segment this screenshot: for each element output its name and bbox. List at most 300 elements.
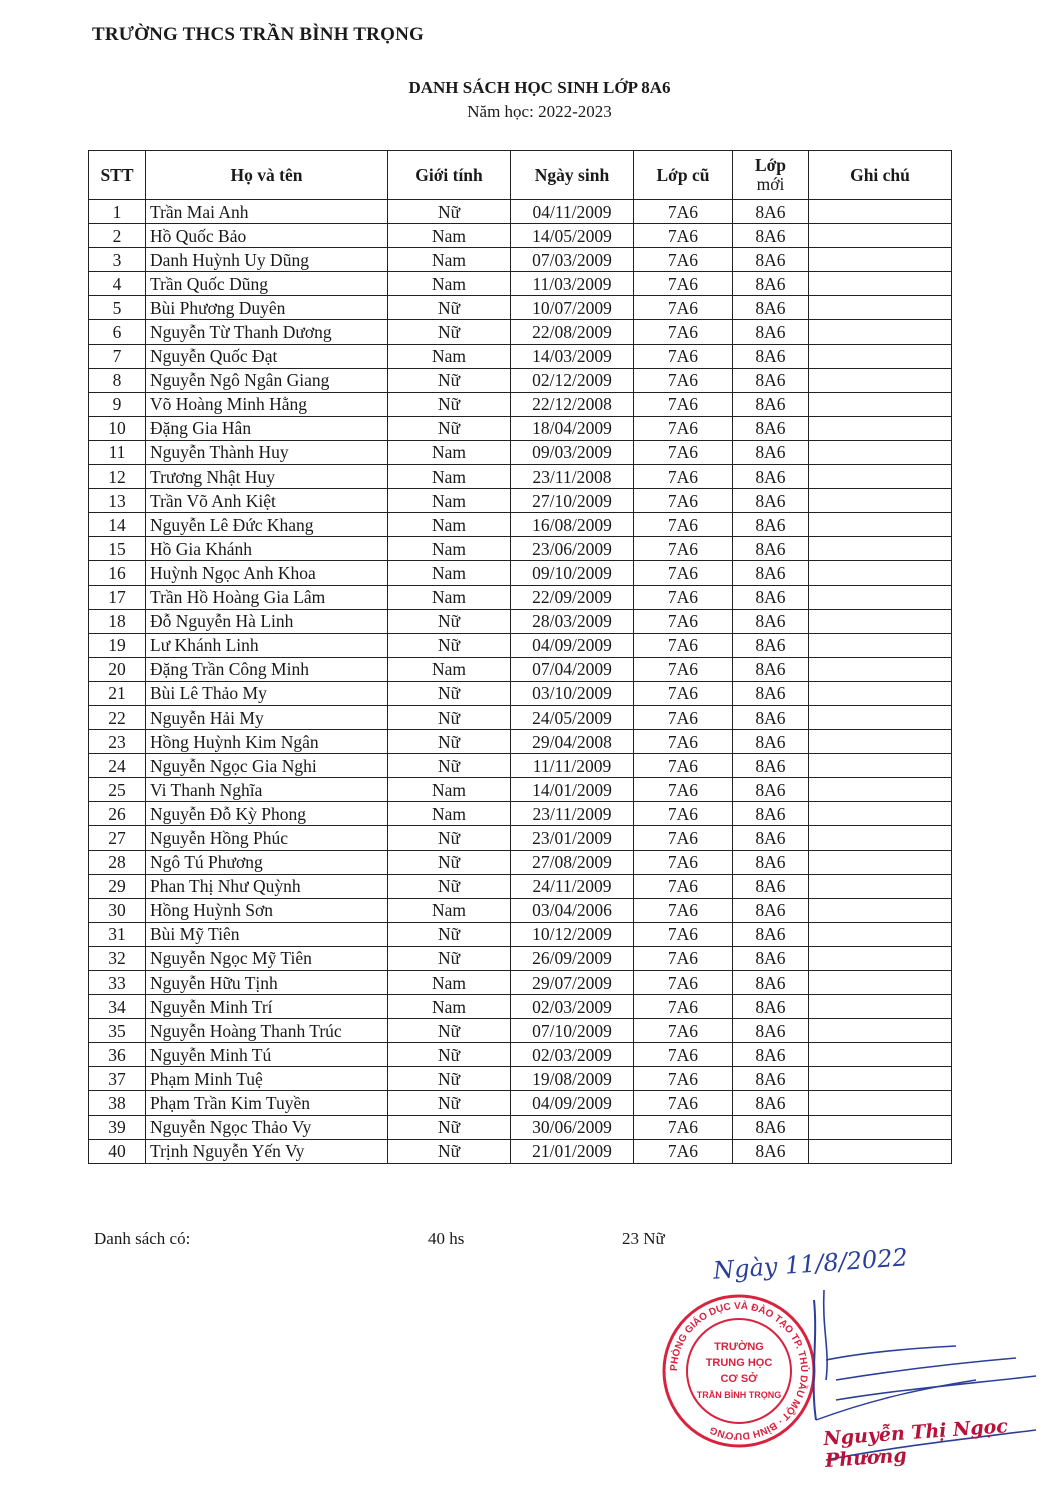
cell-old-class: 7A6 <box>634 585 733 609</box>
cell-stt: 28 <box>89 850 146 874</box>
cell-gender: Nam <box>388 585 511 609</box>
cell-new-class: 8A6 <box>733 922 809 946</box>
cell-note <box>809 754 952 778</box>
cell-gender: Nữ <box>388 1139 511 1163</box>
cell-new-class: 8A6 <box>733 416 809 440</box>
cell-dob: 16/08/2009 <box>511 513 634 537</box>
signature-date: Ngày 11/8/2022 <box>712 1243 909 1285</box>
cell-old-class: 7A6 <box>634 489 733 513</box>
table-row <box>89 416 952 440</box>
table-row <box>89 489 952 513</box>
table-row <box>89 465 952 489</box>
cell-stt: 35 <box>89 1019 146 1043</box>
cell-old-class: 7A6 <box>634 1091 733 1115</box>
cell-note <box>809 995 952 1019</box>
cell-stt: 3 <box>89 248 146 272</box>
cell-note <box>809 320 952 344</box>
table-row <box>89 802 952 826</box>
cell-dob: 22/08/2009 <box>511 320 634 344</box>
cell-new-class: 8A6 <box>733 368 809 392</box>
cell-name: Trần Hồ Hoàng Gia Lâm <box>146 585 388 609</box>
cell-stt: 5 <box>89 296 146 320</box>
cell-note <box>809 802 952 826</box>
cell-dob: 22/12/2008 <box>511 392 634 416</box>
cell-dob: 03/10/2009 <box>511 681 634 705</box>
cell-stt: 1 <box>89 200 146 224</box>
cell-gender: Nữ <box>388 922 511 946</box>
cell-stt: 21 <box>89 681 146 705</box>
cell-note <box>809 1091 952 1115</box>
cell-new-class: 8A6 <box>733 561 809 585</box>
cell-dob: 07/10/2009 <box>511 1019 634 1043</box>
table-row <box>89 826 952 850</box>
cell-dob: 23/11/2009 <box>511 802 634 826</box>
cell-name: Nguyễn Ngô Ngân Giang <box>146 368 388 392</box>
cell-name: Lư Khánh Linh <box>146 633 388 657</box>
cell-gender: Nam <box>388 657 511 681</box>
table-row <box>89 778 952 802</box>
cell-stt: 6 <box>89 320 146 344</box>
table-row <box>89 224 952 248</box>
school-name: TRƯỜNG THCS TRẦN BÌNH TRỌNG <box>92 24 424 45</box>
cell-old-class: 7A6 <box>634 1139 733 1163</box>
cell-new-class: 8A6 <box>733 705 809 729</box>
cell-new-class: 8A6 <box>733 874 809 898</box>
cell-dob: 30/06/2009 <box>511 1115 634 1139</box>
table-row <box>89 1115 952 1139</box>
cell-stt: 16 <box>89 561 146 585</box>
table-row <box>89 368 952 392</box>
document-title: DANH SÁCH HỌC SINH LỚP 8A6 <box>408 78 671 97</box>
cell-old-class: 7A6 <box>634 850 733 874</box>
cell-stt: 39 <box>89 1115 146 1139</box>
cell-dob: 07/04/2009 <box>511 657 634 681</box>
cell-note <box>809 1139 952 1163</box>
cell-new-class: 8A6 <box>733 1043 809 1067</box>
cell-stt: 31 <box>89 922 146 946</box>
cell-note <box>809 898 952 922</box>
cell-new-class: 8A6 <box>733 224 809 248</box>
cell-old-class: 7A6 <box>634 898 733 922</box>
col-header-stt: STT <box>89 151 146 200</box>
cell-old-class: 7A6 <box>634 754 733 778</box>
cell-note <box>809 224 952 248</box>
cell-gender: Nữ <box>388 1019 511 1043</box>
cell-gender: Nữ <box>388 392 511 416</box>
cell-gender: Nữ <box>388 200 511 224</box>
table-row <box>89 850 952 874</box>
cell-dob: 18/04/2009 <box>511 416 634 440</box>
cell-name: Danh Huỳnh Uy Dũng <box>146 248 388 272</box>
cell-gender: Nữ <box>388 826 511 850</box>
cell-dob: 04/11/2009 <box>511 200 634 224</box>
table-row <box>89 513 952 537</box>
cell-gender: Nam <box>388 561 511 585</box>
cell-name: Nguyễn Ngọc Thảo Vy <box>146 1115 388 1139</box>
school-year: Năm học: 2022-2023 <box>467 102 612 121</box>
cell-old-class: 7A6 <box>634 224 733 248</box>
cell-stt: 2 <box>89 224 146 248</box>
cell-dob: 23/01/2009 <box>511 826 634 850</box>
cell-name: Nguyễn Quốc Đạt <box>146 344 388 368</box>
col-header-dob: Ngày sinh <box>511 151 634 200</box>
cell-old-class: 7A6 <box>634 874 733 898</box>
cell-name: Nguyễn Từ Thanh Dương <box>146 320 388 344</box>
cell-dob: 11/11/2009 <box>511 754 634 778</box>
cell-new-class: 8A6 <box>733 272 809 296</box>
cell-old-class: 7A6 <box>634 561 733 585</box>
table-row <box>89 633 952 657</box>
cell-stt: 12 <box>89 465 146 489</box>
cell-old-class: 7A6 <box>634 440 733 464</box>
cell-old-class: 7A6 <box>634 633 733 657</box>
cell-new-class: 8A6 <box>733 465 809 489</box>
cell-old-class: 7A6 <box>634 609 733 633</box>
cell-dob: 07/03/2009 <box>511 248 634 272</box>
cell-stt: 23 <box>89 730 146 754</box>
cell-new-class: 8A6 <box>733 320 809 344</box>
col-header-old-class: Lớp cũ <box>634 151 733 200</box>
cell-dob: 14/05/2009 <box>511 224 634 248</box>
cell-name: Bùi Lê Thảo My <box>146 681 388 705</box>
cell-new-class: 8A6 <box>733 513 809 537</box>
cell-gender: Nữ <box>388 874 511 898</box>
table-row <box>89 922 952 946</box>
col-header-new-class-line2: mới <box>756 174 785 194</box>
cell-old-class: 7A6 <box>634 392 733 416</box>
cell-name: Huỳnh Ngọc Anh Khoa <box>146 561 388 585</box>
table-row <box>89 705 952 729</box>
cell-dob: 02/03/2009 <box>511 995 634 1019</box>
cell-dob: 23/06/2009 <box>511 537 634 561</box>
cell-note <box>809 465 952 489</box>
cell-new-class: 8A6 <box>733 1067 809 1091</box>
col-header-name: Họ và tên <box>146 151 388 200</box>
cell-old-class: 7A6 <box>634 826 733 850</box>
svg-text:PHÒNG GIÁO DỤC VÀ ĐÀO TẠO TP. <box>669 1299 811 1441</box>
cell-name: Hồng Huỳnh Sơn <box>146 898 388 922</box>
cell-dob: 04/09/2009 <box>511 633 634 657</box>
cell-note <box>809 248 952 272</box>
cell-gender: Nam <box>388 489 511 513</box>
stamp-line-1: TRƯỜNG <box>714 1341 764 1353</box>
cell-name: Trần Mai Anh <box>146 200 388 224</box>
cell-new-class: 8A6 <box>733 200 809 224</box>
cell-dob: 09/10/2009 <box>511 561 634 585</box>
cell-new-class: 8A6 <box>733 585 809 609</box>
cell-old-class: 7A6 <box>634 778 733 802</box>
cell-note <box>809 922 952 946</box>
school-stamp <box>660 1292 818 1450</box>
cell-old-class: 7A6 <box>634 416 733 440</box>
cell-note <box>809 971 952 995</box>
cell-old-class: 7A6 <box>634 1019 733 1043</box>
cell-old-class: 7A6 <box>634 368 733 392</box>
cell-dob: 23/11/2008 <box>511 465 634 489</box>
cell-gender: Nữ <box>388 754 511 778</box>
table-row <box>89 296 952 320</box>
cell-old-class: 7A6 <box>634 995 733 1019</box>
cell-new-class: 8A6 <box>733 1115 809 1139</box>
cell-old-class: 7A6 <box>634 1043 733 1067</box>
cell-gender: Nữ <box>388 730 511 754</box>
cell-note <box>809 1043 952 1067</box>
cell-stt: 14 <box>89 513 146 537</box>
signer-name: Nguyễn Thị Ngọc Phương <box>822 1415 1009 1473</box>
cell-old-class: 7A6 <box>634 1067 733 1091</box>
cell-note <box>809 344 952 368</box>
table-row <box>89 392 952 416</box>
cell-name: Vi Thanh Nghĩa <box>146 778 388 802</box>
cell-stt: 19 <box>89 633 146 657</box>
cell-dob: 10/12/2009 <box>511 922 634 946</box>
cell-gender: Nam <box>388 513 511 537</box>
table-row <box>89 1091 952 1115</box>
cell-dob: 19/08/2009 <box>511 1067 634 1091</box>
cell-new-class: 8A6 <box>733 609 809 633</box>
cell-note <box>809 440 952 464</box>
cell-gender: Nam <box>388 440 511 464</box>
cell-dob: 26/09/2009 <box>511 946 634 970</box>
cell-new-class: 8A6 <box>733 850 809 874</box>
cell-old-class: 7A6 <box>634 705 733 729</box>
footer-label: Danh sách có: <box>94 1229 191 1248</box>
cell-stt: 32 <box>89 946 146 970</box>
table-row <box>89 1067 952 1091</box>
cell-note <box>809 200 952 224</box>
cell-old-class: 7A6 <box>634 537 733 561</box>
cell-name: Nguyễn Thành Huy <box>146 440 388 464</box>
cell-dob: 02/12/2009 <box>511 368 634 392</box>
cell-note <box>809 1019 952 1043</box>
stamp-line-4: TRẦN BÌNH TRỌNG <box>696 1390 782 1400</box>
cell-note <box>809 946 952 970</box>
table-row <box>89 995 952 1019</box>
table-row <box>89 898 952 922</box>
cell-old-class: 7A6 <box>634 248 733 272</box>
cell-gender: Nữ <box>388 633 511 657</box>
cell-name: Trần Võ Anh Kiệt <box>146 489 388 513</box>
cell-old-class: 7A6 <box>634 657 733 681</box>
cell-new-class: 8A6 <box>733 537 809 561</box>
cell-gender: Nữ <box>388 946 511 970</box>
cell-name: Võ Hoàng Minh Hằng <box>146 392 388 416</box>
cell-old-class: 7A6 <box>634 465 733 489</box>
cell-new-class: 8A6 <box>733 826 809 850</box>
cell-gender: Nữ <box>388 850 511 874</box>
cell-note <box>809 416 952 440</box>
cell-old-class: 7A6 <box>634 200 733 224</box>
cell-stt: 17 <box>89 585 146 609</box>
cell-note <box>809 609 952 633</box>
cell-dob: 22/09/2009 <box>511 585 634 609</box>
cell-dob: 24/11/2009 <box>511 874 634 898</box>
table-row <box>89 657 952 681</box>
cell-note <box>809 1067 952 1091</box>
table-row <box>89 946 952 970</box>
cell-gender: Nam <box>388 272 511 296</box>
col-header-note: Ghi chú <box>809 151 952 200</box>
cell-new-class: 8A6 <box>733 754 809 778</box>
cell-gender: Nữ <box>388 1043 511 1067</box>
cell-name: Hồ Gia Khánh <box>146 537 388 561</box>
table-row <box>89 754 952 778</box>
table-row <box>89 272 952 296</box>
cell-stt: 40 <box>89 1139 146 1163</box>
cell-gender: Nữ <box>388 368 511 392</box>
cell-name: Nguyễn Hữu Tịnh <box>146 971 388 995</box>
col-header-gender: Giới tính <box>388 151 511 200</box>
cell-note <box>809 296 952 320</box>
cell-name: Nguyễn Đỗ Kỳ Phong <box>146 802 388 826</box>
cell-stt: 37 <box>89 1067 146 1091</box>
cell-new-class: 8A6 <box>733 440 809 464</box>
cell-new-class: 8A6 <box>733 898 809 922</box>
cell-stt: 18 <box>89 609 146 633</box>
cell-new-class: 8A6 <box>733 946 809 970</box>
cell-dob: 09/03/2009 <box>511 440 634 464</box>
cell-name: Nguyễn Hoàng Thanh Trúc <box>146 1019 388 1043</box>
footer-female-count: 23 Nữ <box>622 1229 665 1248</box>
cell-new-class: 8A6 <box>733 995 809 1019</box>
cell-stt: 36 <box>89 1043 146 1067</box>
cell-new-class: 8A6 <box>733 1019 809 1043</box>
col-header-new-class-line1: Lớp <box>754 155 787 175</box>
cell-note <box>809 705 952 729</box>
cell-gender: Nam <box>388 778 511 802</box>
cell-old-class: 7A6 <box>634 730 733 754</box>
table-header-row <box>89 151 952 200</box>
cell-old-class: 7A6 <box>634 320 733 344</box>
cell-new-class: 8A6 <box>733 248 809 272</box>
cell-note <box>809 850 952 874</box>
cell-gender: Nam <box>388 971 511 995</box>
table-row <box>89 320 952 344</box>
cell-stt: 8 <box>89 368 146 392</box>
table-row <box>89 730 952 754</box>
table-row <box>89 609 952 633</box>
cell-new-class: 8A6 <box>733 971 809 995</box>
cell-name: Phạm Trần Kim Tuyền <box>146 1091 388 1115</box>
cell-dob: 02/03/2009 <box>511 1043 634 1067</box>
cell-name: Phạm Minh Tuệ <box>146 1067 388 1091</box>
cell-old-class: 7A6 <box>634 971 733 995</box>
cell-stt: 9 <box>89 392 146 416</box>
cell-new-class: 8A6 <box>733 392 809 416</box>
cell-name: Trịnh Nguyễn Yến Vy <box>146 1139 388 1163</box>
cell-note <box>809 272 952 296</box>
cell-note <box>809 681 952 705</box>
cell-stt: 38 <box>89 1091 146 1115</box>
cell-gender: Nữ <box>388 416 511 440</box>
cell-name: Nguyễn Hải My <box>146 705 388 729</box>
cell-gender: Nữ <box>388 320 511 344</box>
cell-name: Nguyễn Hồng Phúc <box>146 826 388 850</box>
table-row <box>89 971 952 995</box>
cell-old-class: 7A6 <box>634 272 733 296</box>
cell-old-class: 7A6 <box>634 802 733 826</box>
cell-new-class: 8A6 <box>733 1139 809 1163</box>
cell-name: Ngô Tú Phương <box>146 850 388 874</box>
cell-new-class: 8A6 <box>733 489 809 513</box>
cell-gender: Nam <box>388 465 511 489</box>
cell-note <box>809 561 952 585</box>
table-row <box>89 248 952 272</box>
cell-name: Bùi Phương Duyên <box>146 296 388 320</box>
cell-note <box>809 585 952 609</box>
cell-gender: Nữ <box>388 681 511 705</box>
cell-stt: 30 <box>89 898 146 922</box>
cell-note <box>809 730 952 754</box>
table-row <box>89 874 952 898</box>
cell-new-class: 8A6 <box>733 730 809 754</box>
cell-note <box>809 537 952 561</box>
cell-gender: Nam <box>388 344 511 368</box>
cell-new-class: 8A6 <box>733 344 809 368</box>
cell-gender: Nam <box>388 248 511 272</box>
table-row <box>89 1139 952 1163</box>
cell-old-class: 7A6 <box>634 1115 733 1139</box>
footer-total: 40 hs <box>428 1229 465 1248</box>
table-row <box>89 585 952 609</box>
cell-name: Nguyễn Ngọc Gia Nghi <box>146 754 388 778</box>
cell-name: Trần Quốc Dũng <box>146 272 388 296</box>
cell-dob: 29/07/2009 <box>511 971 634 995</box>
cell-stt: 29 <box>89 874 146 898</box>
cell-gender: Nam <box>388 995 511 1019</box>
cell-dob: 27/10/2009 <box>511 489 634 513</box>
table-row <box>89 1019 952 1043</box>
cell-dob: 29/04/2008 <box>511 730 634 754</box>
cell-note <box>809 392 952 416</box>
cell-old-class: 7A6 <box>634 922 733 946</box>
cell-dob: 14/03/2009 <box>511 344 634 368</box>
cell-stt: 26 <box>89 802 146 826</box>
cell-stt: 24 <box>89 754 146 778</box>
cell-dob: 03/04/2006 <box>511 898 634 922</box>
cell-name: Hồng Huỳnh Kim Ngân <box>146 730 388 754</box>
cell-stt: 7 <box>89 344 146 368</box>
cell-dob: 10/07/2009 <box>511 296 634 320</box>
cell-old-class: 7A6 <box>634 296 733 320</box>
cell-note <box>809 513 952 537</box>
cell-note <box>809 657 952 681</box>
cell-stt: 20 <box>89 657 146 681</box>
table-row <box>89 561 952 585</box>
cell-gender: Nam <box>388 537 511 561</box>
cell-old-class: 7A6 <box>634 681 733 705</box>
cell-name: Trương Nhật Huy <box>146 465 388 489</box>
cell-name: Bùi Mỹ Tiên <box>146 922 388 946</box>
cell-gender: Nữ <box>388 1115 511 1139</box>
cell-new-class: 8A6 <box>733 778 809 802</box>
stamp-outer-text: PHÒNG GIÁO DỤC VÀ ĐÀO TẠO TP. THỦ DẦU MỘT · BÌNH DƯƠNG <box>668 1300 810 1442</box>
cell-gender: Nữ <box>388 705 511 729</box>
cell-gender: Nam <box>388 802 511 826</box>
cell-stt: 15 <box>89 537 146 561</box>
cell-note <box>809 778 952 802</box>
cell-old-class: 7A6 <box>634 344 733 368</box>
cell-gender: Nữ <box>388 609 511 633</box>
cell-name: Nguyễn Lê Đức Khang <box>146 513 388 537</box>
cell-stt: 34 <box>89 995 146 1019</box>
cell-dob: 14/01/2009 <box>511 778 634 802</box>
cell-gender: Nữ <box>388 1067 511 1091</box>
cell-stt: 10 <box>89 416 146 440</box>
cell-new-class: 8A6 <box>733 296 809 320</box>
table-row <box>89 681 952 705</box>
cell-new-class: 8A6 <box>733 1091 809 1115</box>
